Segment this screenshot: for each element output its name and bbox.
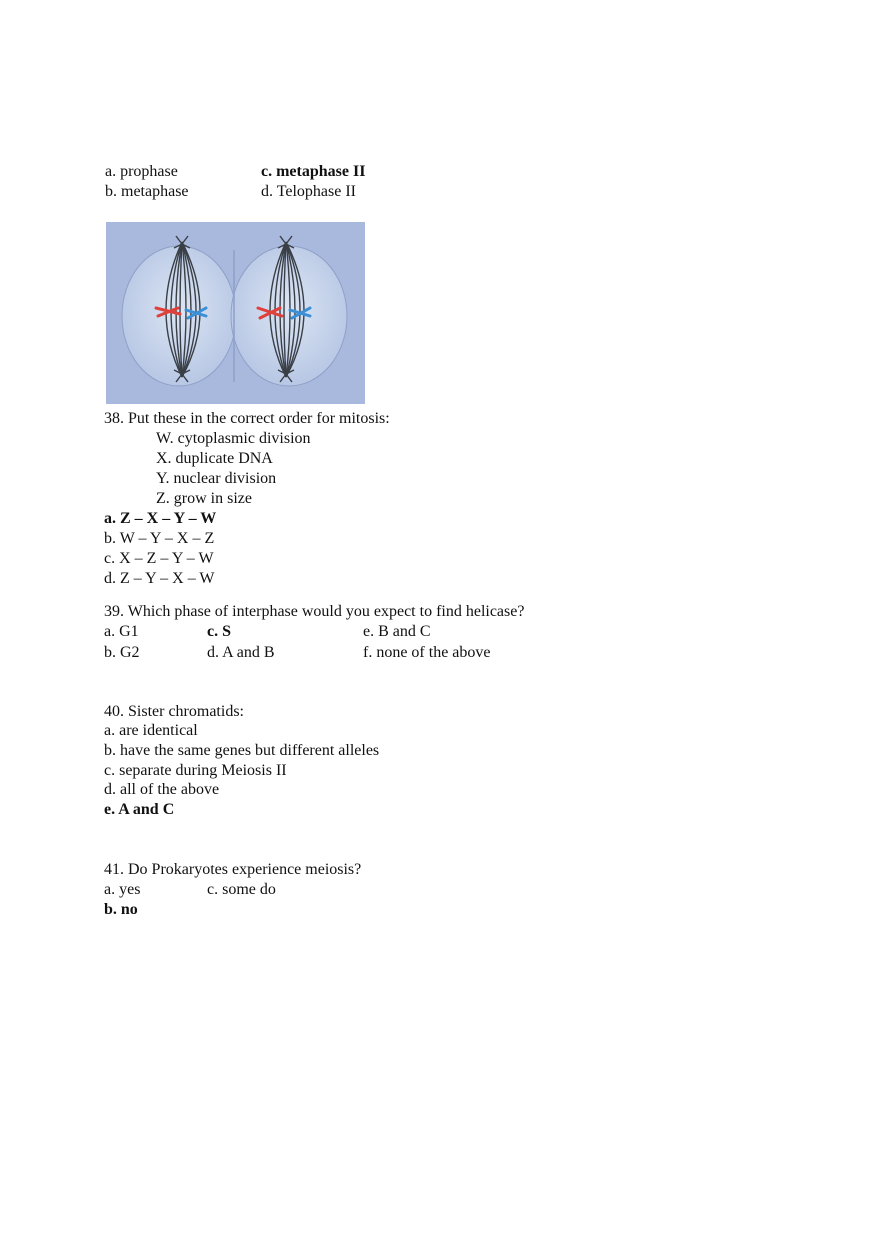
q38-option-a-answer: a. Z – X – Y – W [104, 510, 217, 527]
q37-option-c-answer: c. metaphase II [261, 163, 366, 180]
q40-option-c: c. separate during Meiosis II [104, 762, 287, 779]
q39-option-c-answer: c. S [207, 623, 231, 640]
q40-option-a: a. are identical [104, 722, 198, 739]
q38-option-b: b. W – Y – X – Z [104, 530, 215, 547]
q38-question: 38. Put these in the correct order for mitosis: [104, 410, 390, 427]
q41-option-c: c. some do [207, 881, 276, 898]
q39-option-f: f. none of the above [363, 644, 491, 661]
q40-option-e-answer: e. A and C [104, 801, 175, 818]
q38-item-x: X. duplicate DNA [156, 450, 273, 467]
q39-question: 39. Which phase of interphase would you expect to find helicase? [104, 603, 525, 620]
q37-option-a: a. prophase [105, 163, 178, 180]
metaphase-ii-cell-figure [106, 222, 365, 404]
q40-option-d: d. all of the above [104, 781, 220, 798]
q40-question: 40. Sister chromatids: [104, 703, 244, 720]
q38-option-d: d. Z – Y – X – W [104, 570, 215, 587]
q37-option-d: d. Telophase II [261, 183, 356, 200]
q38-item-z: Z. grow in size [156, 490, 252, 507]
q39-option-a: a. G1 [104, 623, 139, 640]
q41-option-a: a. yes [104, 881, 141, 898]
q38-option-c: c. X – Z – Y – W [104, 550, 214, 567]
q41-option-b-answer: b. no [104, 901, 138, 918]
q39-option-b: b. G2 [104, 644, 140, 661]
q39-option-e: e. B and C [363, 623, 431, 640]
q38-item-y: Y. nuclear division [156, 470, 277, 487]
q40-option-b: b. have the same genes but different alleles [104, 742, 380, 759]
q41-question: 41. Do Prokaryotes experience meiosis? [104, 861, 362, 878]
q37-option-b: b. metaphase [105, 183, 189, 200]
q38-item-w: W. cytoplasmic division [156, 430, 311, 447]
q39-option-d: d. A and B [207, 644, 275, 661]
